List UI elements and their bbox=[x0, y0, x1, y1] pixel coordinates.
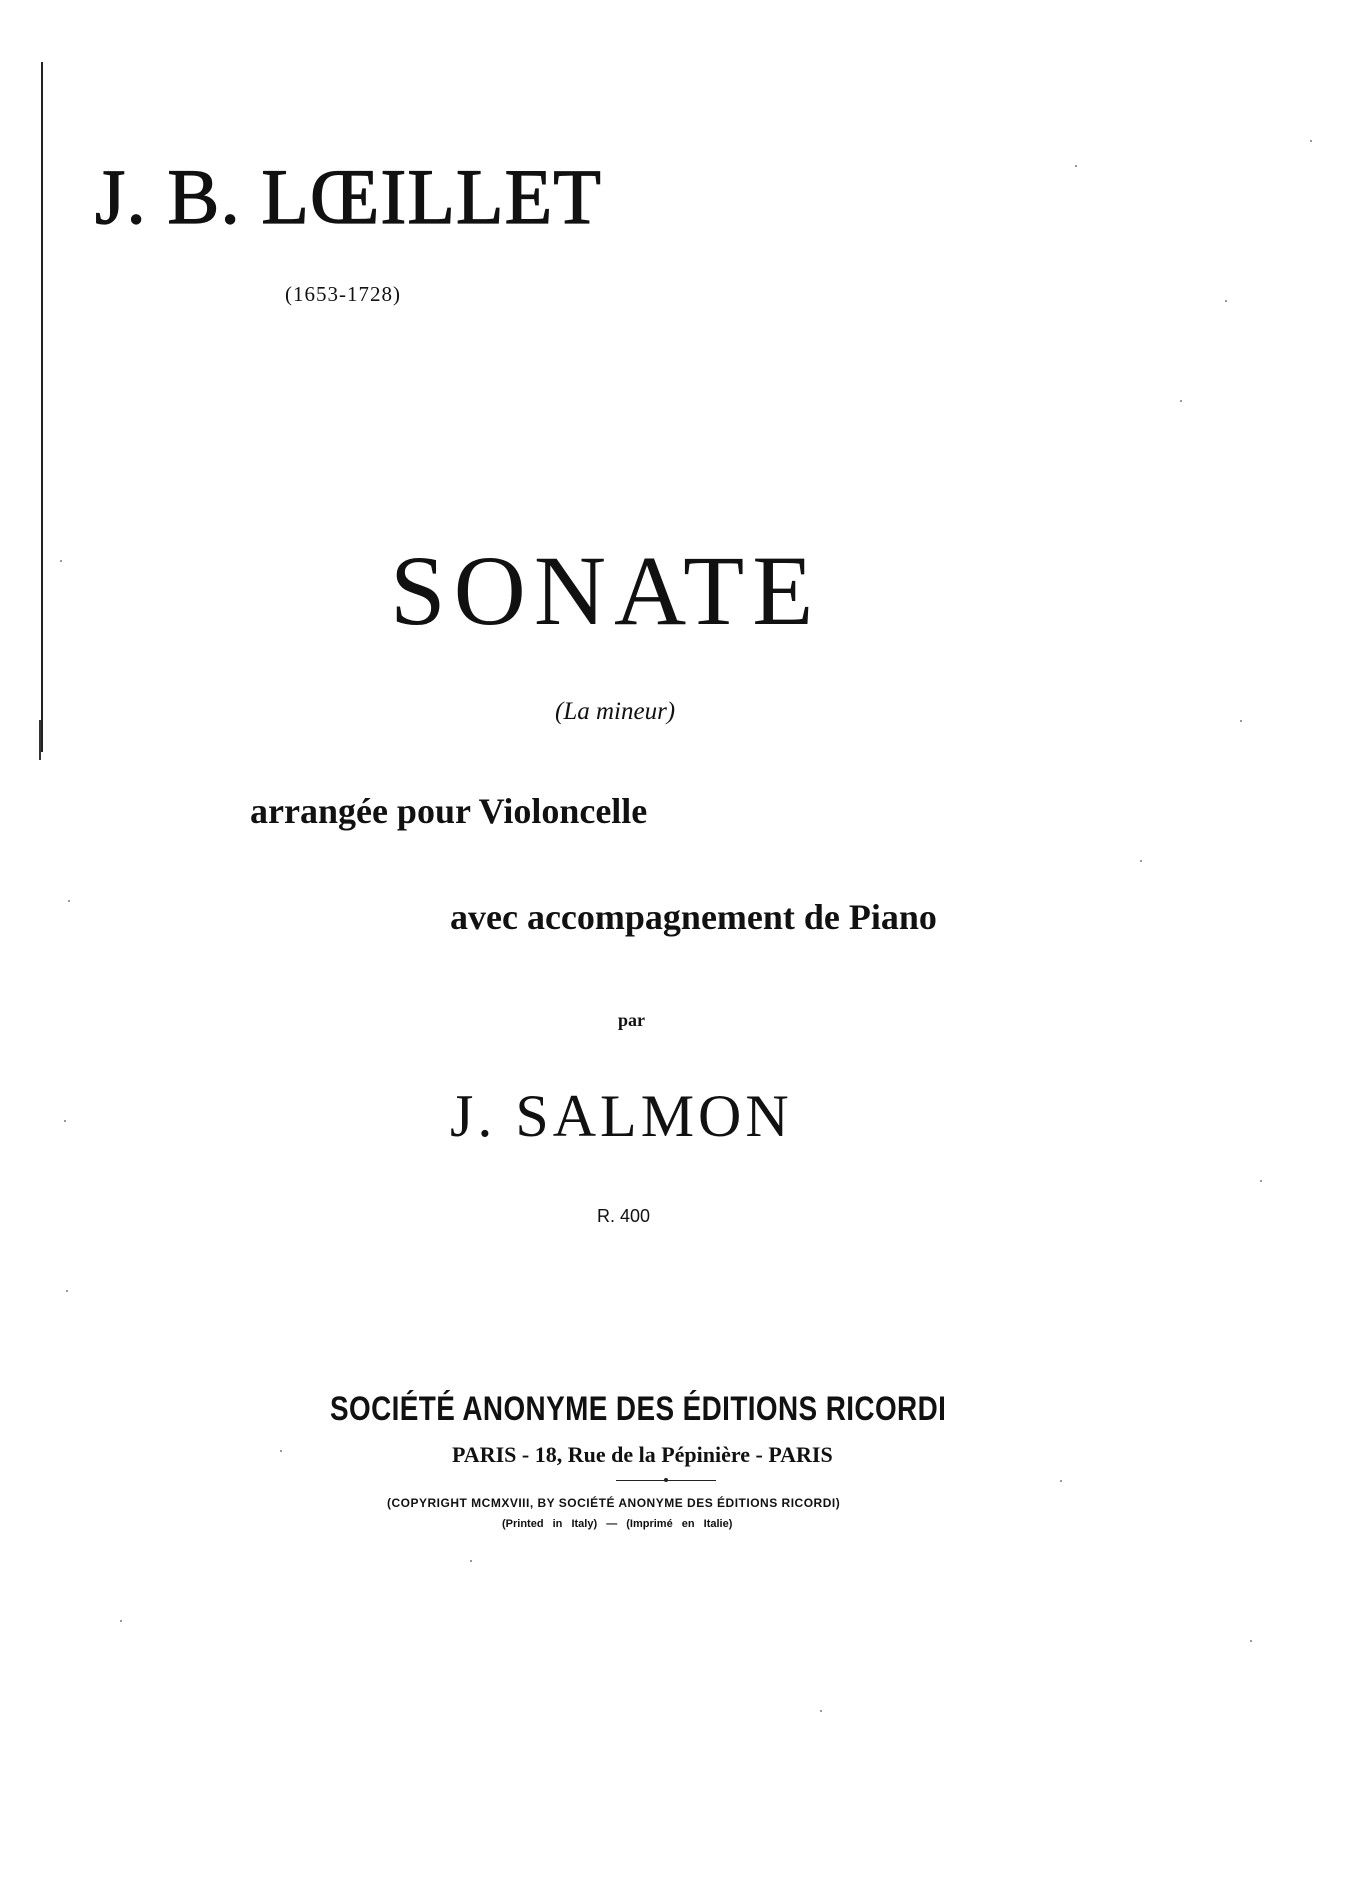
arrangement-line-2: avec accompagnement de Piano bbox=[450, 897, 937, 937]
composer-name: J. B. LŒILLET bbox=[95, 153, 602, 240]
work-title: SONATE bbox=[390, 535, 822, 646]
scan-speck bbox=[820, 1710, 822, 1712]
scan-speck bbox=[60, 560, 62, 562]
work-key: (La mineur) bbox=[555, 698, 676, 725]
arrangement-line-1: arrangée pour Violoncelle bbox=[250, 791, 648, 831]
arranger-name: J. SALMON bbox=[450, 1083, 793, 1149]
scan-speck bbox=[1260, 1180, 1262, 1182]
copyright-notice: (COPYRIGHT MCMXVIII, BY SOCIÉTÉ ANONYME DES ÉDITIONS RICORDI) bbox=[387, 1496, 841, 1510]
binding-edge-mark bbox=[39, 720, 41, 760]
scan-speck bbox=[120, 1620, 122, 1622]
composer-dates: (1653-1728) bbox=[285, 282, 401, 306]
publisher-name: SOCIÉTÉ ANONYME DES ÉDITIONS RICORDI bbox=[330, 1390, 947, 1428]
scan-speck bbox=[1180, 400, 1182, 402]
scan-speck bbox=[1060, 1480, 1062, 1482]
by-label: par bbox=[618, 1010, 645, 1030]
scan-speck bbox=[1240, 720, 1242, 722]
scan-speck bbox=[68, 900, 70, 902]
scan-speck bbox=[1250, 1640, 1252, 1642]
publisher-address: PARIS - 18, Rue de la Pépinière - PARIS bbox=[452, 1442, 833, 1467]
scan-speck bbox=[470, 1560, 472, 1562]
binding-edge-line bbox=[41, 62, 43, 752]
scan-speck bbox=[1075, 165, 1077, 167]
scan-speck bbox=[1140, 860, 1142, 862]
printed-in-english: (Printed in Italy) bbox=[502, 1518, 598, 1530]
scan-speck bbox=[280, 1450, 282, 1452]
catalog-number: R. 400 bbox=[597, 1206, 651, 1226]
printed-in-french: (Imprimé en Italie) bbox=[626, 1518, 733, 1530]
printed-separator: — bbox=[606, 1518, 618, 1530]
divider-dot bbox=[664, 1478, 668, 1482]
scan-speck bbox=[1310, 140, 1312, 142]
scan-speck bbox=[1225, 300, 1227, 302]
scan-speck bbox=[64, 1120, 66, 1122]
scan-speck bbox=[66, 1290, 68, 1292]
printed-notice bbox=[502, 1518, 732, 1530]
